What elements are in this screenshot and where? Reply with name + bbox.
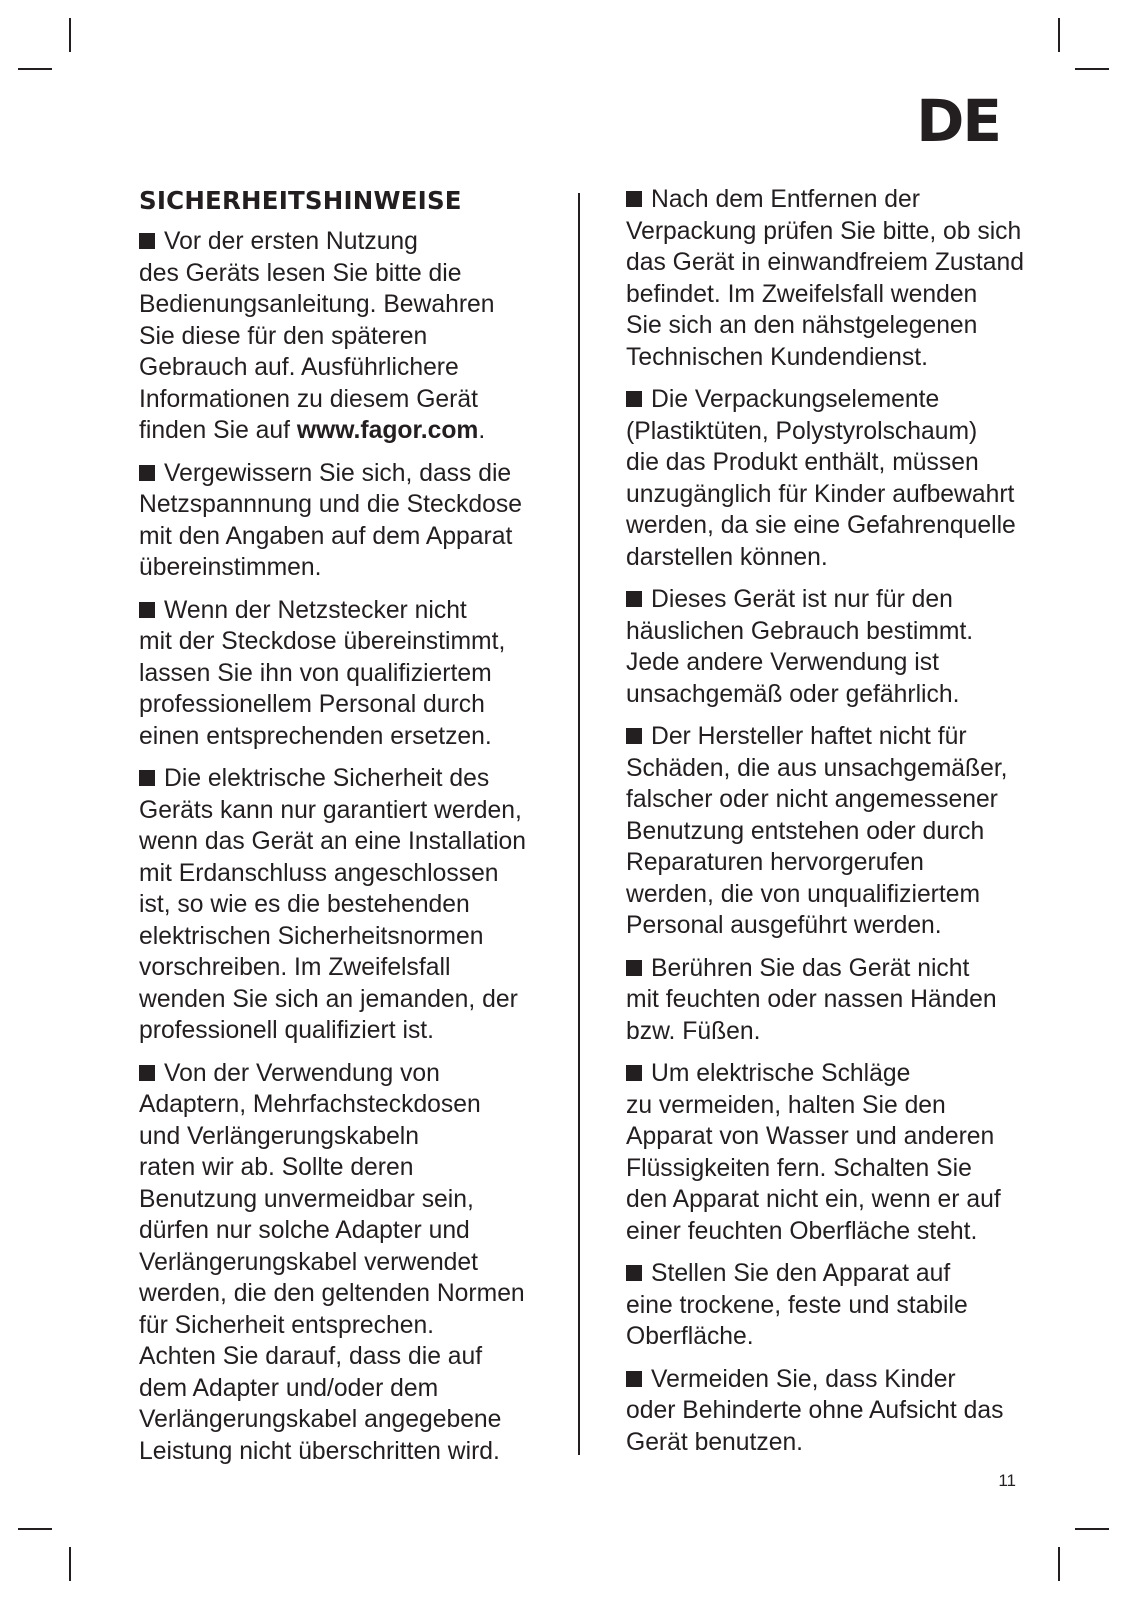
square-bullet-icon bbox=[139, 1065, 155, 1081]
column-divider bbox=[578, 193, 580, 1455]
safety-note bbox=[626, 953, 1026, 1048]
square-bullet-icon bbox=[139, 602, 155, 618]
crop-mark-bottom-right-horizontal bbox=[1075, 1528, 1109, 1530]
crop-mark-bottom-right-vertical bbox=[1058, 1547, 1060, 1581]
website-link[interactable]: www.fagor.com bbox=[296, 417, 479, 444]
crop-mark-bottom-left-vertical bbox=[69, 1547, 71, 1581]
safety-note-text: Die Verpackungselemente (Plastiktüten, Polystyrolschaum) die das Produkt enthält, müssen unzugänglich für Kinder aufbewahrt werden, da sie eine Gefahrenquelle darstellen können. bbox=[626, 386, 1016, 571]
safety-note-text: Dieses Gerät ist nur für den häuslichen Gebrauch bestimmt. Jede andere Verwendung ist unsachgemäß oder gefährlich. bbox=[626, 586, 974, 708]
section-heading: SICHERHEITSHINWEISE bbox=[139, 186, 462, 215]
safety-note bbox=[139, 1058, 539, 1468]
safety-note bbox=[139, 226, 539, 447]
safety-note-text: Nach dem Entfernen der Verpackung prüfen Sie bitte, ob sich das Gerät in einwandfreiem Zustand befindet. Im Zweifelsfall wenden Sie sich an den nähstgelegenen Technischen Kundendienst. bbox=[626, 186, 1024, 371]
safety-note bbox=[626, 1258, 1026, 1353]
square-bullet-icon bbox=[626, 960, 642, 976]
safety-note-text: Vermeiden Sie, dass Kinder oder Behinderte ohne Aufsicht das Gerät benutzen. bbox=[626, 1365, 1004, 1456]
crop-mark-top-left-horizontal bbox=[18, 68, 52, 70]
square-bullet-icon bbox=[626, 191, 642, 207]
safety-note-text: Berühren Sie das Gerät nicht mit feuchten oder nassen Händen bzw. Füßen. bbox=[626, 954, 997, 1045]
safety-note bbox=[626, 584, 1026, 710]
safety-note bbox=[626, 721, 1026, 942]
safety-note-text: Der Hersteller haftet nicht für Schäden, die aus unsachgemäßer, falscher oder nicht angemessener Benutzung entstehen oder durch Reparaturen hervorgerufen werden, die von unqualifiziertem Personal ausgeführt werden. bbox=[626, 723, 1008, 939]
safety-note-text-end: . bbox=[478, 417, 486, 444]
safety-note-text: Vor der ersten Nutzung des Geräts lesen Sie bitte die Bedienungsanleitung. Bewahren Sie diese für den späteren Gebrauch auf. Ausführlichere Informationen zu diesem Gerät finden Sie auf bbox=[139, 228, 495, 444]
safety-note bbox=[626, 184, 1026, 373]
square-bullet-icon bbox=[626, 591, 642, 607]
page-number: 11 bbox=[998, 1471, 1016, 1490]
language-tag: DE bbox=[916, 87, 1000, 155]
safety-note-text: Stellen Sie den Apparat auf eine trockene, feste und stabile Oberfläche. bbox=[626, 1260, 968, 1350]
left-column bbox=[139, 184, 539, 1478]
square-bullet-icon bbox=[626, 1371, 642, 1387]
safety-note-text: Um elektrische Schläge zu vermeiden, halten Sie den Apparat von Wasser und anderen Flüssigkeiten fern. Schalten Sie den Apparat nicht ein, wenn er auf einer feuchten Oberfläche steht. bbox=[626, 1060, 1001, 1245]
safety-note bbox=[139, 763, 539, 1047]
right-column bbox=[626, 184, 1026, 1469]
crop-mark-bottom-left-horizontal bbox=[18, 1528, 52, 1530]
safety-note bbox=[139, 458, 539, 584]
square-bullet-icon bbox=[139, 233, 155, 249]
crop-mark-top-right-vertical bbox=[1058, 18, 1060, 52]
safety-note bbox=[626, 384, 1026, 573]
square-bullet-icon bbox=[139, 465, 155, 481]
square-bullet-icon bbox=[626, 391, 642, 407]
square-bullet-icon bbox=[626, 728, 642, 744]
safety-note bbox=[139, 595, 539, 753]
safety-note bbox=[626, 1058, 1026, 1247]
safety-note-text: Die elektrische Sicherheit des Geräts kann nur garantiert werden, wenn das Gerät an eine Installation mit Erdanschluss angeschlossen ist, so wie es die bestehenden elektrischen Sicherheitsnormen vorschreiben. Im Zweifelsfall wenden Sie sich an jemanden, der professionell qualifiziert ist. bbox=[139, 765, 527, 1044]
left-paragraph-list bbox=[139, 226, 539, 1467]
crop-mark-top-left-vertical bbox=[69, 18, 71, 52]
safety-note-text: Von der Verwendung von Adaptern, Mehrfachsteckdosen und Verlängerungskabeln raten wir ab. Sollte deren Benutzung unvermeidbar sein, dürfen nur solche Adapter und Verlängerungskabel verwendet werden, die den geltenden Normen für Sicherheit entsprechen. Achten Sie darauf, dass die auf dem Adapter und/oder dem Verlängerungskabel angegebene Leistung nicht überschritten wird. bbox=[139, 1059, 525, 1465]
crop-mark-top-right-horizontal bbox=[1075, 68, 1109, 70]
square-bullet-icon bbox=[626, 1265, 642, 1281]
square-bullet-icon bbox=[139, 770, 155, 786]
safety-note-text: Vergewissern Sie sich, dass die Netzspannnung und die Steckdose mit den Angaben auf dem Apparat übereinstimmen. bbox=[139, 459, 522, 581]
square-bullet-icon bbox=[626, 1065, 642, 1081]
safety-note bbox=[626, 1364, 1026, 1459]
safety-note-text: Wenn der Netzstecker nicht mit der Steckdose übereinstimmt, lassen Sie ihn von qualifiziertem professionellem Personal durch einen entsprechenden ersetzen. bbox=[139, 596, 506, 750]
